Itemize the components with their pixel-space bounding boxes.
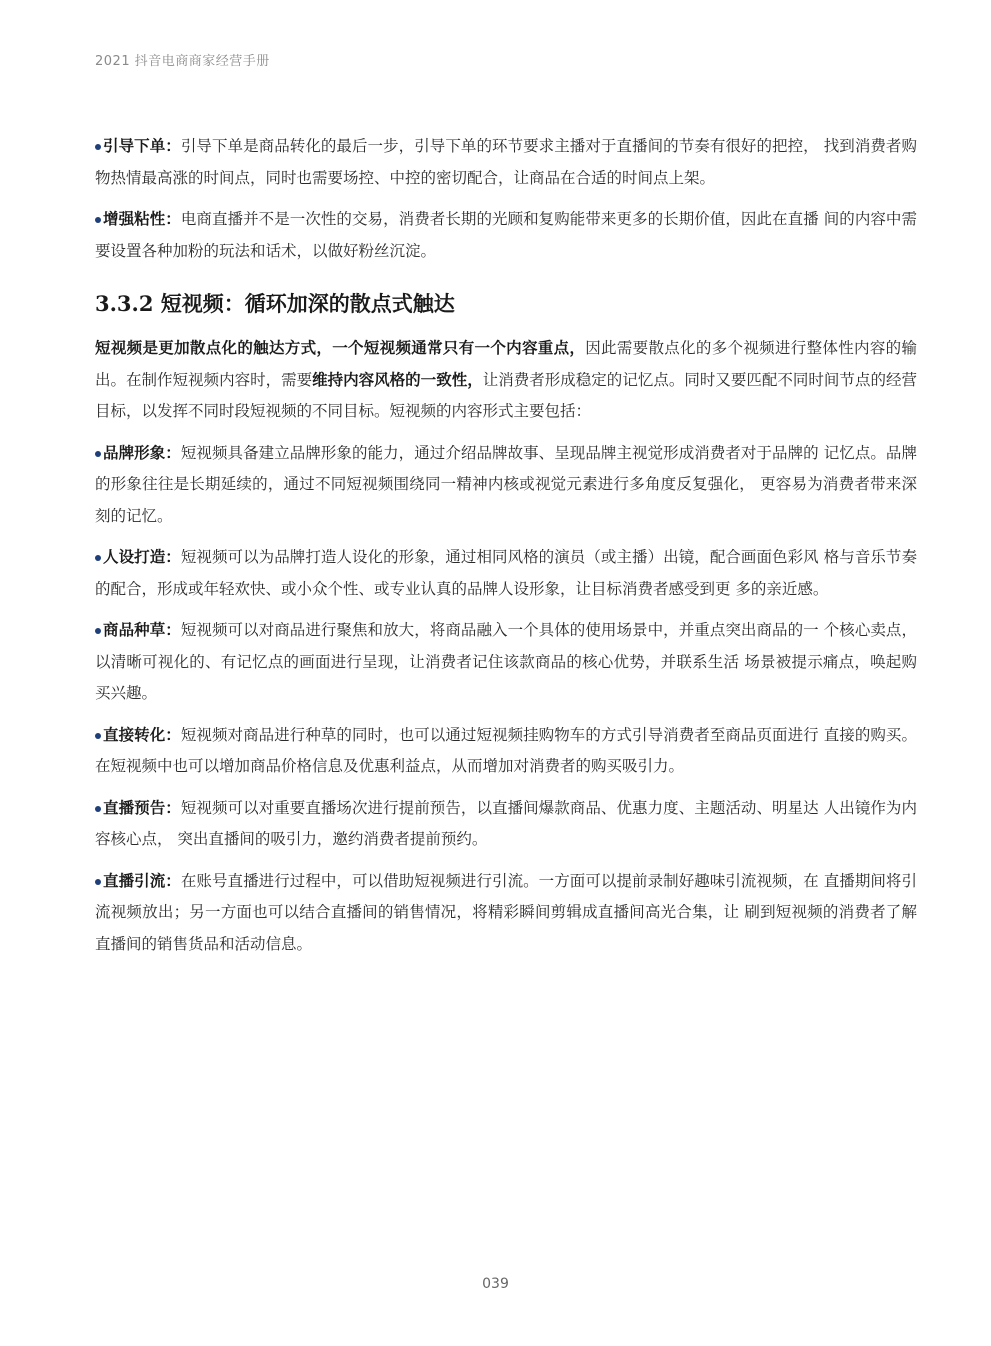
section-title: 3.3.2 短视频：循环加深的散点式触达 xyxy=(95,291,455,316)
bullet-lead: 商品种草： xyxy=(103,621,181,639)
bullet-dot-icon xyxy=(95,555,101,561)
bullet-guide-order xyxy=(95,131,917,194)
bullet-dot-icon xyxy=(95,628,101,634)
bullet-dot-icon xyxy=(95,806,101,812)
bullet-brand-image xyxy=(95,438,917,533)
page-content xyxy=(95,131,917,970)
intro-text-1: 因此需要散点化的多个视频进行整体性内容的输出。在制作短视频内容时，需要 xyxy=(95,339,917,389)
bullet-live-preview xyxy=(95,793,917,856)
bullet-text: 短视频可以对重要直播场次进行提前预告，以直播间爆款商品、优惠力度、主题活动、明星达 人出镜作为内容核心点， 突出直播间的吸引力，邀约消费者提前预约。 xyxy=(95,798,917,848)
intro-bold-1: 短视频是更加散点化的触达方式，一个短视频通常只有一个内容重点， xyxy=(95,339,586,357)
bullet-lead: 增强粘性： xyxy=(103,210,181,228)
bullet-product-seeding xyxy=(95,615,917,710)
bullet-direct-conversion xyxy=(95,720,917,783)
document-header: 2021 抖音电商商家经营手册 xyxy=(95,54,270,69)
bullet-dot-icon xyxy=(95,451,101,457)
page-number: 039 xyxy=(482,1276,509,1292)
bullet-dot-icon xyxy=(95,217,101,223)
bullet-dot-icon xyxy=(95,879,101,885)
bullet-dot-icon xyxy=(95,144,101,150)
section-intro xyxy=(95,333,917,428)
bullet-dot-icon xyxy=(95,733,101,739)
bullet-text: 在账号直播进行过程中，可以借助短视频进行引流。一方面可以提前录制好趣味引流视频，在 直播期间将引流视频放出；另一方面也可以结合直播间的销售情况，将精彩瞬间剪辑成直播间高光合集，让 刷到短视频的消费者了解直播间的销售货品和活动信息。 xyxy=(95,871,917,953)
bullet-lead: 品牌形象： xyxy=(103,443,181,462)
bullet-live-traffic xyxy=(95,866,917,961)
bullet-text: 短视频可以对商品进行聚焦和放大，将商品融入一个具体的使用场景中，并重点突出商品的一 个核心卖点，以清晰可视化的、有记忆点的画面进行呈现，让消费者记住该款商品的核心优势，并联系生活 场景被提示痛点，唤起购买兴趣。 xyxy=(95,621,917,702)
bullet-persona xyxy=(95,542,917,605)
bullet-text: 短视频具备建立品牌形象的能力，通过介绍品牌故事、呈现品牌主视觉形成消费者对于品牌的 记忆点。品牌的形象往往是长期延续的，通过不同短视频围绕同一精神内核或视觉元素进行多角度反复强化， 更容易为消费者带来深刻的记忆。 xyxy=(95,443,917,525)
intro-text-2: 让消费者形成稳定的记忆点。同时又要匹配不同时间节点的经营目标，以发挥不同时段短视频的不同目标。短视频的内容形式主要包括： xyxy=(95,370,917,420)
bullet-stickiness xyxy=(95,204,917,267)
bullet-text: 短视频可以为品牌打造人设化的形象，通过相同风格的演员（或主播）出镜，配合画面色彩风 格与音乐节奏的配合，形成或年轻欢快、或小众个性、或专业认真的品牌人设形象，让目标消费者感受到更 多的亲近感。 xyxy=(95,548,917,598)
bullet-text: 电商直播并不是一次性的交易，消费者长期的光顾和复购能带来更多的长期价值，因此在直播 间的内容中需要设置各种加粉的玩法和话术，以做好粉丝沉淀。 xyxy=(95,210,917,260)
bullet-lead: 直播引流： xyxy=(103,871,181,890)
bullet-text: 引导下单是商品转化的最后一步，引导下单的环节要求主播对于直播间的节奏有很好的把控， 找到消费者购物热情最高涨的时间点，同时也需要场控、中控的密切配合，让商品在合适的时间点上架。 xyxy=(95,137,917,187)
bullet-text: 短视频对商品进行种草的同时，也可以通过短视频挂购物车的方式引导消费者至商品页面进行 直接的购买。在短视频中也可以增加商品价格信息及优惠利益点，从而增加对消费者的购买吸引力。 xyxy=(95,725,917,775)
bullet-lead: 直接转化： xyxy=(103,725,181,744)
intro-bold-2: 维持内容风格的一致性， xyxy=(312,370,483,389)
bullet-lead: 人设打造： xyxy=(103,548,181,566)
bullet-lead: 直播预告： xyxy=(103,798,181,817)
bullet-lead: 引导下单： xyxy=(103,137,181,155)
